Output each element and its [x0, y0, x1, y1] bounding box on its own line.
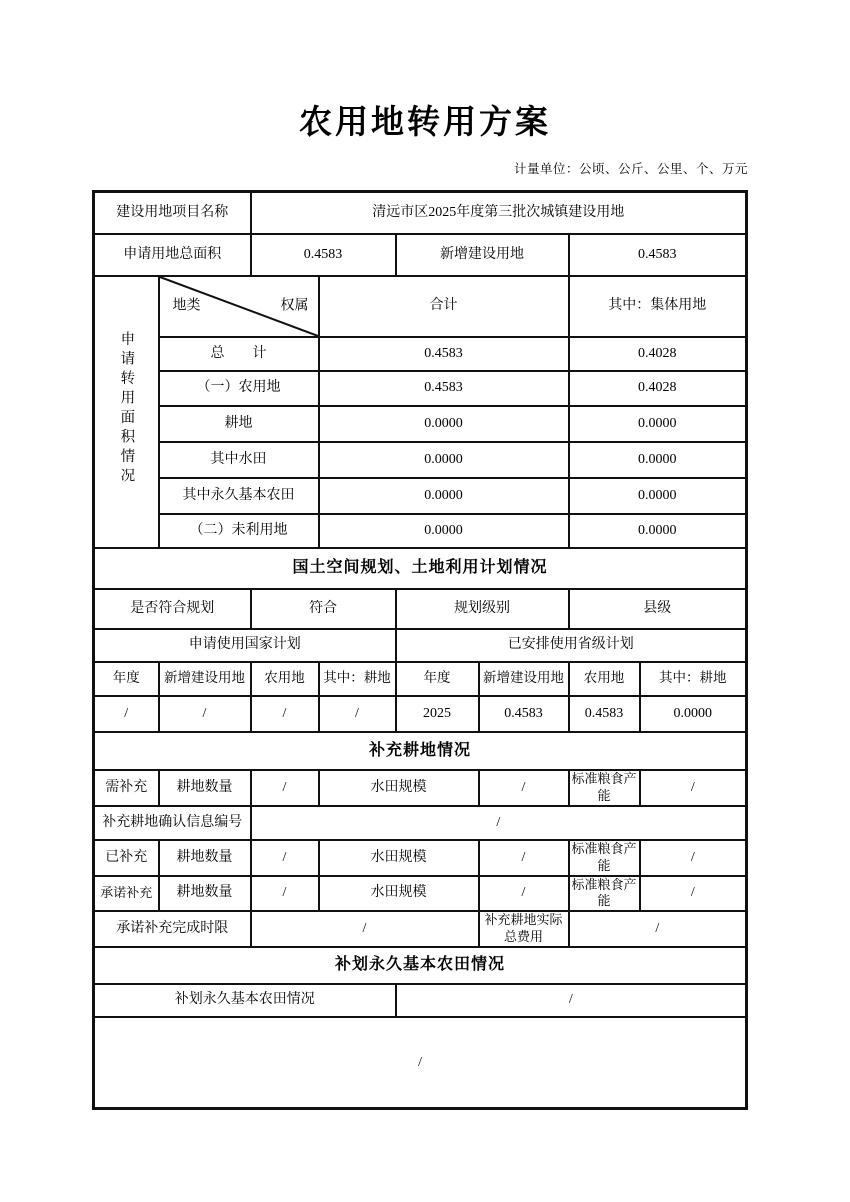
- table-row: [94, 662, 747, 696]
- cell-plan-col-header: 年度: [94, 662, 159, 696]
- page-title: 农用地转用方案: [299, 105, 551, 141]
- table-row: [94, 984, 747, 1017]
- cell-plan-value: /: [94, 696, 159, 732]
- table-row: [94, 371, 747, 406]
- cell-col-header-collective: 其中：集体用地: [569, 276, 747, 337]
- cell-conversion-side-label: [94, 276, 159, 548]
- cell-plan-value: 2025: [396, 696, 479, 732]
- cell-landtype-collective: 0.0000: [569, 514, 747, 548]
- cell-landtype-total: 0.4583: [319, 371, 569, 406]
- cell-landtype-label: （二）未利用地: [159, 514, 319, 548]
- table-row: [94, 234, 747, 276]
- cell-deadline-label: 承诺补充完成时限: [94, 911, 251, 947]
- section-title-supplement: 补充耕地情况: [94, 732, 747, 770]
- cell-plan-value: 0.4583: [569, 696, 640, 732]
- cell-farmland-value: /: [396, 984, 747, 1017]
- cell-landtype-total: 0.0000: [319, 442, 569, 478]
- table-row: [94, 629, 747, 662]
- table-row: [94, 840, 747, 876]
- cell-landtype-total: 0.4583: [319, 337, 569, 371]
- cell-landtype-collective: 0.0000: [569, 478, 747, 514]
- cell-landtype-total: 0.0000: [319, 478, 569, 514]
- cell-plan-value: 0.4583: [479, 696, 569, 732]
- cell-supplement-qty-value: /: [251, 770, 319, 806]
- cell-plan-col-header: 新增建设用地: [479, 662, 569, 696]
- cell-supplement-grain-label: 标准粮食产能: [569, 770, 640, 806]
- cell-landtype-collective: 0.4028: [569, 371, 747, 406]
- cell-plan-col-header: 新增建设用地: [159, 662, 251, 696]
- cell-plan-col-header: 农用地: [569, 662, 640, 696]
- cell-cost-value: /: [569, 911, 747, 947]
- table-row: [94, 732, 747, 770]
- table-row: [94, 947, 747, 984]
- table-row: [94, 337, 747, 371]
- diagonal-label-ownership: 权属: [280, 298, 309, 314]
- form-table-wrapper: [92, 190, 748, 1110]
- table-row: [94, 514, 747, 548]
- diagonal-header-cell: [159, 276, 319, 337]
- cell-plan-value: /: [159, 696, 251, 732]
- cell-landtype-collective: 0.0000: [569, 442, 747, 478]
- cell-supplement-paddy-value: /: [479, 770, 569, 806]
- cell-plan-col-header: 年度: [396, 662, 479, 696]
- cell-supplement-grain-label: 标准粮食产能: [569, 840, 640, 876]
- cell-total-area-label: 申请用地总面积: [94, 234, 251, 276]
- cell-plan-level-value: 县级: [569, 589, 747, 629]
- cell-plan-value: /: [251, 696, 319, 732]
- cell-supplement-category: 承诺补充: [94, 876, 159, 911]
- table-row: [94, 406, 747, 442]
- cell-supplement-paddy-label: 水田规模: [319, 770, 479, 806]
- cell-plan-col-header: 其中：耕地: [319, 662, 396, 696]
- cell-landtype-label: 耕地: [159, 406, 319, 442]
- cell-cost-label: 补充耕地实际总费用: [479, 911, 569, 947]
- table-row: [94, 192, 747, 234]
- cell-supplement-qty-value: /: [251, 876, 319, 911]
- cell-supplement-qty-value: /: [251, 840, 319, 876]
- cell-project-value: 清远市区2025年度第三批次城镇建设用地: [251, 192, 747, 234]
- cell-supplement-grain-label: 标准粮食产能: [569, 876, 640, 911]
- cell-supplement-grain-value: /: [640, 876, 747, 911]
- cell-supplement-paddy-label: 水田规模: [319, 840, 479, 876]
- cell-supplement-qty-label: 耕地数量: [159, 876, 251, 911]
- diagonal-label-landtype: 地类: [172, 298, 201, 314]
- cell-plan-level-label: 规划级别: [396, 589, 569, 629]
- cell-landtype-label: 其中水田: [159, 442, 319, 478]
- cell-confirm-code-value: /: [251, 806, 747, 840]
- table-row: [94, 696, 747, 732]
- cell-supplement-category: 需补充: [94, 770, 159, 806]
- cell-landtype-collective: 0.0000: [569, 406, 747, 442]
- cell-landtype-total: 0.0000: [319, 406, 569, 442]
- table-row: [94, 1017, 747, 1109]
- cell-supplement-grain-value: /: [640, 840, 747, 876]
- cell-plan-value: 0.0000: [640, 696, 747, 732]
- cell-col-header-total: 合计: [319, 276, 569, 337]
- cell-supplement-paddy-value: /: [479, 876, 569, 911]
- cell-total-area-value: 0.4583: [251, 234, 396, 276]
- cell-supplement-paddy-value: /: [479, 840, 569, 876]
- cell-supplement-category: 已补充: [94, 840, 159, 876]
- cell-national-plan-header: 申请使用国家计划: [94, 629, 396, 662]
- cell-plan-col-header: 其中：耕地: [640, 662, 747, 696]
- cell-landtype-label: 总 计: [159, 337, 319, 371]
- cell-confirm-code-label: 补充耕地确认信息编号: [94, 806, 251, 840]
- cell-supplement-paddy-label: 水田规模: [319, 876, 479, 911]
- cell-plan-value: /: [319, 696, 396, 732]
- table-row: [94, 806, 747, 840]
- cell-farmland-label: 补划永久基本农田情况: [94, 984, 396, 1017]
- section-title-planning: 国土空间规划、土地利用计划情况: [94, 548, 747, 589]
- cell-landtype-label: 其中永久基本农田: [159, 478, 319, 514]
- table-row: [94, 548, 747, 589]
- table-row: [94, 876, 747, 911]
- table-row: [94, 589, 747, 629]
- table-row: [94, 442, 747, 478]
- table-row: [94, 276, 747, 337]
- table-row: [94, 478, 747, 514]
- cell-supplement-qty-label: 耕地数量: [159, 770, 251, 806]
- land-conversion-form-table: [92, 190, 748, 1110]
- cell-compliance-value: 符合: [251, 589, 396, 629]
- cell-supplement-grain-value: /: [640, 770, 747, 806]
- cell-remark: /: [94, 1017, 747, 1109]
- table-row: [94, 770, 747, 806]
- cell-landtype-label: （一）农用地: [159, 371, 319, 406]
- cell-compliance-label: 是否符合规划: [94, 589, 251, 629]
- cell-deadline-value: /: [251, 911, 479, 947]
- section-title-farmland: 补划永久基本农田情况: [94, 947, 747, 984]
- measurement-unit-note: 计量单位：公顷、公斤、公里、个、万元: [513, 162, 748, 176]
- cell-landtype-collective: 0.4028: [569, 337, 747, 371]
- cell-supplement-qty-label: 耕地数量: [159, 840, 251, 876]
- vertical-side-label: 申请转用面积情况: [118, 330, 135, 487]
- cell-landtype-total: 0.0000: [319, 514, 569, 548]
- table-row: [94, 911, 747, 947]
- cell-plan-col-header: 农用地: [251, 662, 319, 696]
- cell-project-label: 建设用地项目名称: [94, 192, 251, 234]
- cell-new-land-label: 新增建设用地: [396, 234, 569, 276]
- cell-new-land-value: 0.4583: [569, 234, 747, 276]
- cell-provincial-plan-header: 已安排使用省级计划: [396, 629, 747, 662]
